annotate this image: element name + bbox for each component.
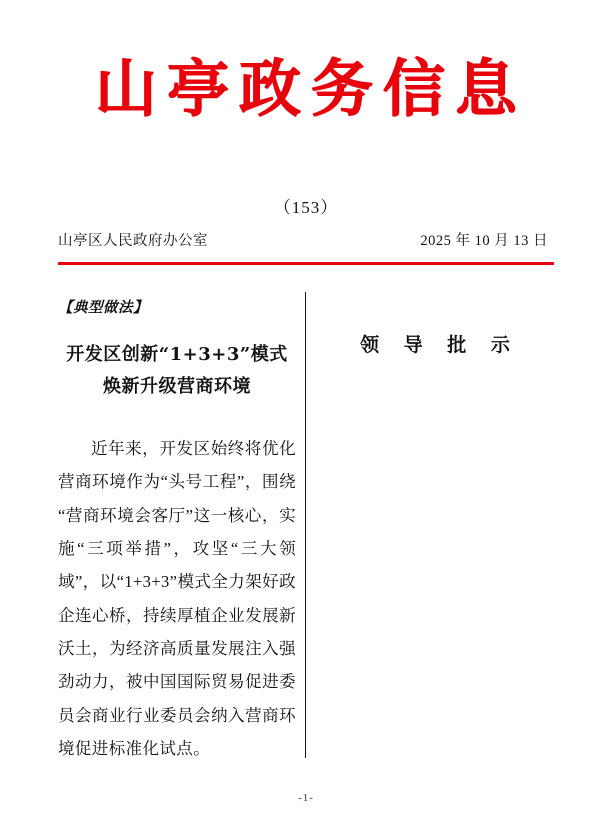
publication-date: 2025 年 10 月 13 日: [420, 233, 548, 249]
article-paragraph: 近年来，开发区始终将优化营商环境作为“头号工程”，围绕“营商环境会客厅”这一核心，实施“三项举措”，攻坚“三大领域”，以“1+3+3”模式全力架好政企连心桥，持续厚植企业发展新沃土，为经济高质量发展注入强劲动力，被中国国际贸易促进委员会商业行业委员会纳入营商环境促进标准化试点。: [58, 439, 296, 758]
article-headline-line-1: 开发区创新“1+3+3”模式: [66, 344, 288, 365]
leader-instructions-title: 领 导 批 示: [360, 334, 519, 356]
issue-number: （153）: [273, 198, 339, 217]
article-headline: [58, 339, 296, 402]
section-tag: 【典型做法】: [58, 300, 148, 316]
masthead-title: 山亭政务信息: [94, 52, 527, 125]
right-column: [316, 330, 554, 357]
article-headline-line-2: 焕新升级营商环境: [103, 375, 251, 397]
byline-row: [58, 229, 554, 250]
left-column: [58, 296, 296, 765]
red-divider-rule: [58, 262, 554, 265]
page-number: -1-: [298, 792, 314, 804]
issuing-organization: 山亭区人民政府办公室: [58, 233, 208, 249]
column-divider-line: [305, 292, 306, 758]
